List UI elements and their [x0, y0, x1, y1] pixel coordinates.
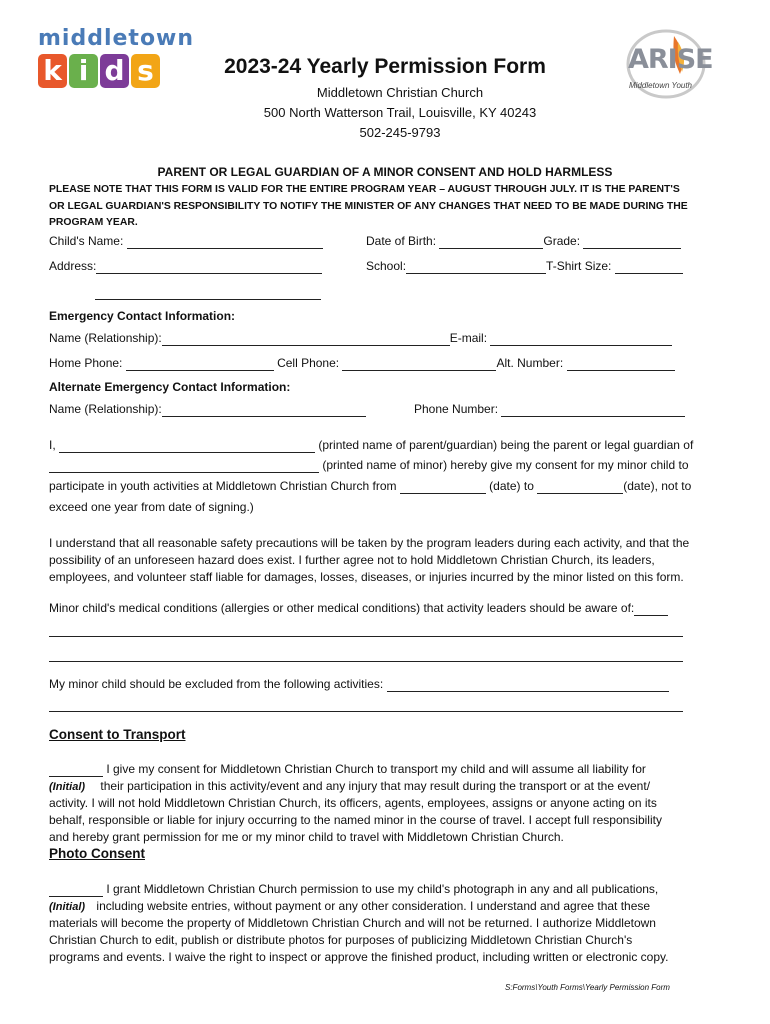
- medical-line-3[interactable]: [49, 661, 683, 662]
- safety-line-1: I understand that all reasonable safety precautions will be taken by the program leaders during each activity, and that the: [49, 536, 690, 550]
- transport-heading: Consent to Transport: [49, 727, 186, 742]
- emergency-name-input[interactable]: [162, 333, 450, 346]
- alt-name-input[interactable]: [162, 404, 366, 417]
- grade-input[interactable]: [583, 236, 681, 249]
- i-prefix: I,: [49, 438, 56, 452]
- logo-letter-i: i: [69, 54, 98, 88]
- exceed-text: exceed one year from date of signing.): [49, 500, 254, 514]
- dob-input[interactable]: [439, 236, 543, 249]
- tshirt-input[interactable]: [615, 261, 683, 274]
- to-date-input[interactable]: [537, 481, 623, 494]
- excluded-input[interactable]: [387, 679, 669, 692]
- phone-number-input[interactable]: [501, 404, 685, 417]
- medical-input-1[interactable]: [634, 603, 668, 616]
- photo-line-1: I grant Middletown Christian Church permission to use my child's photograph in any and all publications,: [106, 882, 659, 896]
- notice-line-1: PLEASE NOTE THAT THIS FORM IS VALID FOR THE ENTIRE PROGRAM YEAR – AUGUST THROUGH JULY. IT IS THE PARENT'S: [49, 184, 680, 195]
- org-name: Middletown Christian Church: [316, 85, 484, 100]
- photo-initial-input[interactable]: [49, 884, 103, 897]
- photo-heading: Photo Consent: [49, 846, 145, 861]
- notice-line-3: PROGRAM YEAR.: [49, 217, 138, 228]
- logo-top-text: middletown: [38, 26, 195, 51]
- child-name-input[interactable]: [127, 236, 323, 249]
- emergency-name-label: Name (Relationship):: [49, 331, 162, 345]
- printed-parent-text: (printed name of parent/guardian) being the parent or legal guardian of: [318, 438, 694, 452]
- logo-letter-k: k: [38, 54, 67, 88]
- transport-line-3: activity. I will not hold Middletown Christian Church, its officers, agents, employees, assigns or anyone acting on its: [49, 796, 657, 810]
- transport-line-1: I give my consent for Middletown Christian Church to transport my child and will assume all liability for: [106, 762, 646, 776]
- footer-path: S:Forms\Youth Forms\Yearly Permission Form: [505, 983, 670, 992]
- alt-number-label: Alt. Number:: [496, 356, 564, 370]
- school-label: School:: [366, 259, 407, 273]
- arise-title: ARISE: [628, 44, 713, 75]
- photo-line-5: programs and events. I waive the right to inspect or approve the finished product, including written or electronic copy.: [49, 950, 669, 964]
- transport-initial-input[interactable]: [49, 764, 103, 777]
- medical-line-2[interactable]: [49, 636, 683, 637]
- transport-line-2: their participation in this activity/event and any injury that may result during the transport or at the event/: [100, 779, 651, 793]
- photo-line-3: materials will become the property of Middletown Christian Church and will not be returned. I authorize Middletown: [49, 916, 656, 930]
- address-line-2-input[interactable]: [95, 287, 321, 300]
- notice-line-2: OR LEGAL GUARDIAN'S RESPONSIBILITY TO NOTIFY THE MINISTER OF ANY CHANGES THAT NEED TO BE MADE DURING THE: [49, 201, 688, 212]
- cell-phone-label: Cell Phone:: [277, 356, 340, 370]
- excluded-line-2[interactable]: [49, 711, 683, 712]
- email-label: E-mail:: [449, 331, 488, 345]
- org-phone: 502-245-9793: [359, 125, 441, 140]
- address-label: Address:: [49, 259, 97, 273]
- medical-label: Minor child's medical conditions (allergies or other medical conditions) that activity leaders should be aware of:: [49, 601, 635, 615]
- emergency-heading: Emergency Contact Information:: [49, 309, 236, 323]
- address-input[interactable]: [96, 261, 322, 274]
- transport-line-4: behalf, responsible or liable for injury occurring to the named minor in the course of travel. I accept full responsibility: [49, 813, 662, 827]
- alt-emergency-heading: Alternate Emergency Contact Information:: [49, 380, 291, 394]
- excluded-label: My minor child should be excluded from the following activities:: [49, 677, 384, 691]
- photo-line-4: Christian Church to edit, publish or distribute photos for purposes of publicizing Middletown Christian Church's: [49, 933, 633, 947]
- logo-letter-d: d: [100, 54, 129, 88]
- photo-initial-label: (Initial): [49, 901, 86, 913]
- printed-minor-text: (printed name of minor) hereby give my consent for my minor child to: [322, 458, 689, 472]
- tshirt-label: T-Shirt Size:: [546, 259, 612, 273]
- arise-subtitle: Middletown Youth: [629, 81, 693, 90]
- parent-name-input[interactable]: [59, 440, 315, 453]
- date-to-text: (date) to: [489, 479, 534, 493]
- org-address: 500 North Watterson Trail, Louisville, KY 40243: [263, 105, 537, 120]
- alt-number-input[interactable]: [567, 358, 675, 371]
- safety-line-2: possibility of an unforeseen hazard does exist. I further agree not to hold Middletown Christian Church, its leaders,: [49, 553, 655, 567]
- school-input[interactable]: [406, 261, 546, 274]
- child-name-label: Child's Name:: [49, 234, 124, 248]
- minor-name-input[interactable]: [49, 460, 319, 473]
- home-phone-input[interactable]: [126, 358, 274, 371]
- cell-phone-input[interactable]: [342, 358, 496, 371]
- transport-line-5: and hereby grant permission for me or my minor child to travel with Middletown Christian Church.: [49, 830, 564, 844]
- phone-number-label: Phone Number:: [414, 402, 499, 416]
- logo-letter-s: s: [131, 54, 160, 88]
- home-phone-label: Home Phone:: [49, 356, 123, 370]
- date-not-to-text: (date), not to: [623, 479, 692, 493]
- consent-heading: PARENT OR LEGAL GUARDIAN OF A MINOR CONSENT AND HOLD HARMLESS: [157, 165, 613, 179]
- transport-initial-label: (Initial): [49, 781, 86, 793]
- alt-name-label: Name (Relationship):: [49, 402, 162, 416]
- photo-line-2: including website entries, without payment or any other consideration. I understand and agree that these: [96, 899, 651, 913]
- email-input[interactable]: [490, 333, 672, 346]
- from-date-input[interactable]: [400, 481, 486, 494]
- safety-line-3: employees, and volunteer staff liable for damages, losses, diseases, or injuries incurred by the minor listed on this form.: [49, 570, 684, 584]
- form-title: 2023-24 Yearly Permission Form: [224, 55, 546, 78]
- participate-text: participate in youth activities at Middletown Christian Church from: [49, 479, 397, 493]
- dob-label: Date of Birth:: [366, 234, 437, 248]
- grade-label: Grade:: [543, 234, 581, 248]
